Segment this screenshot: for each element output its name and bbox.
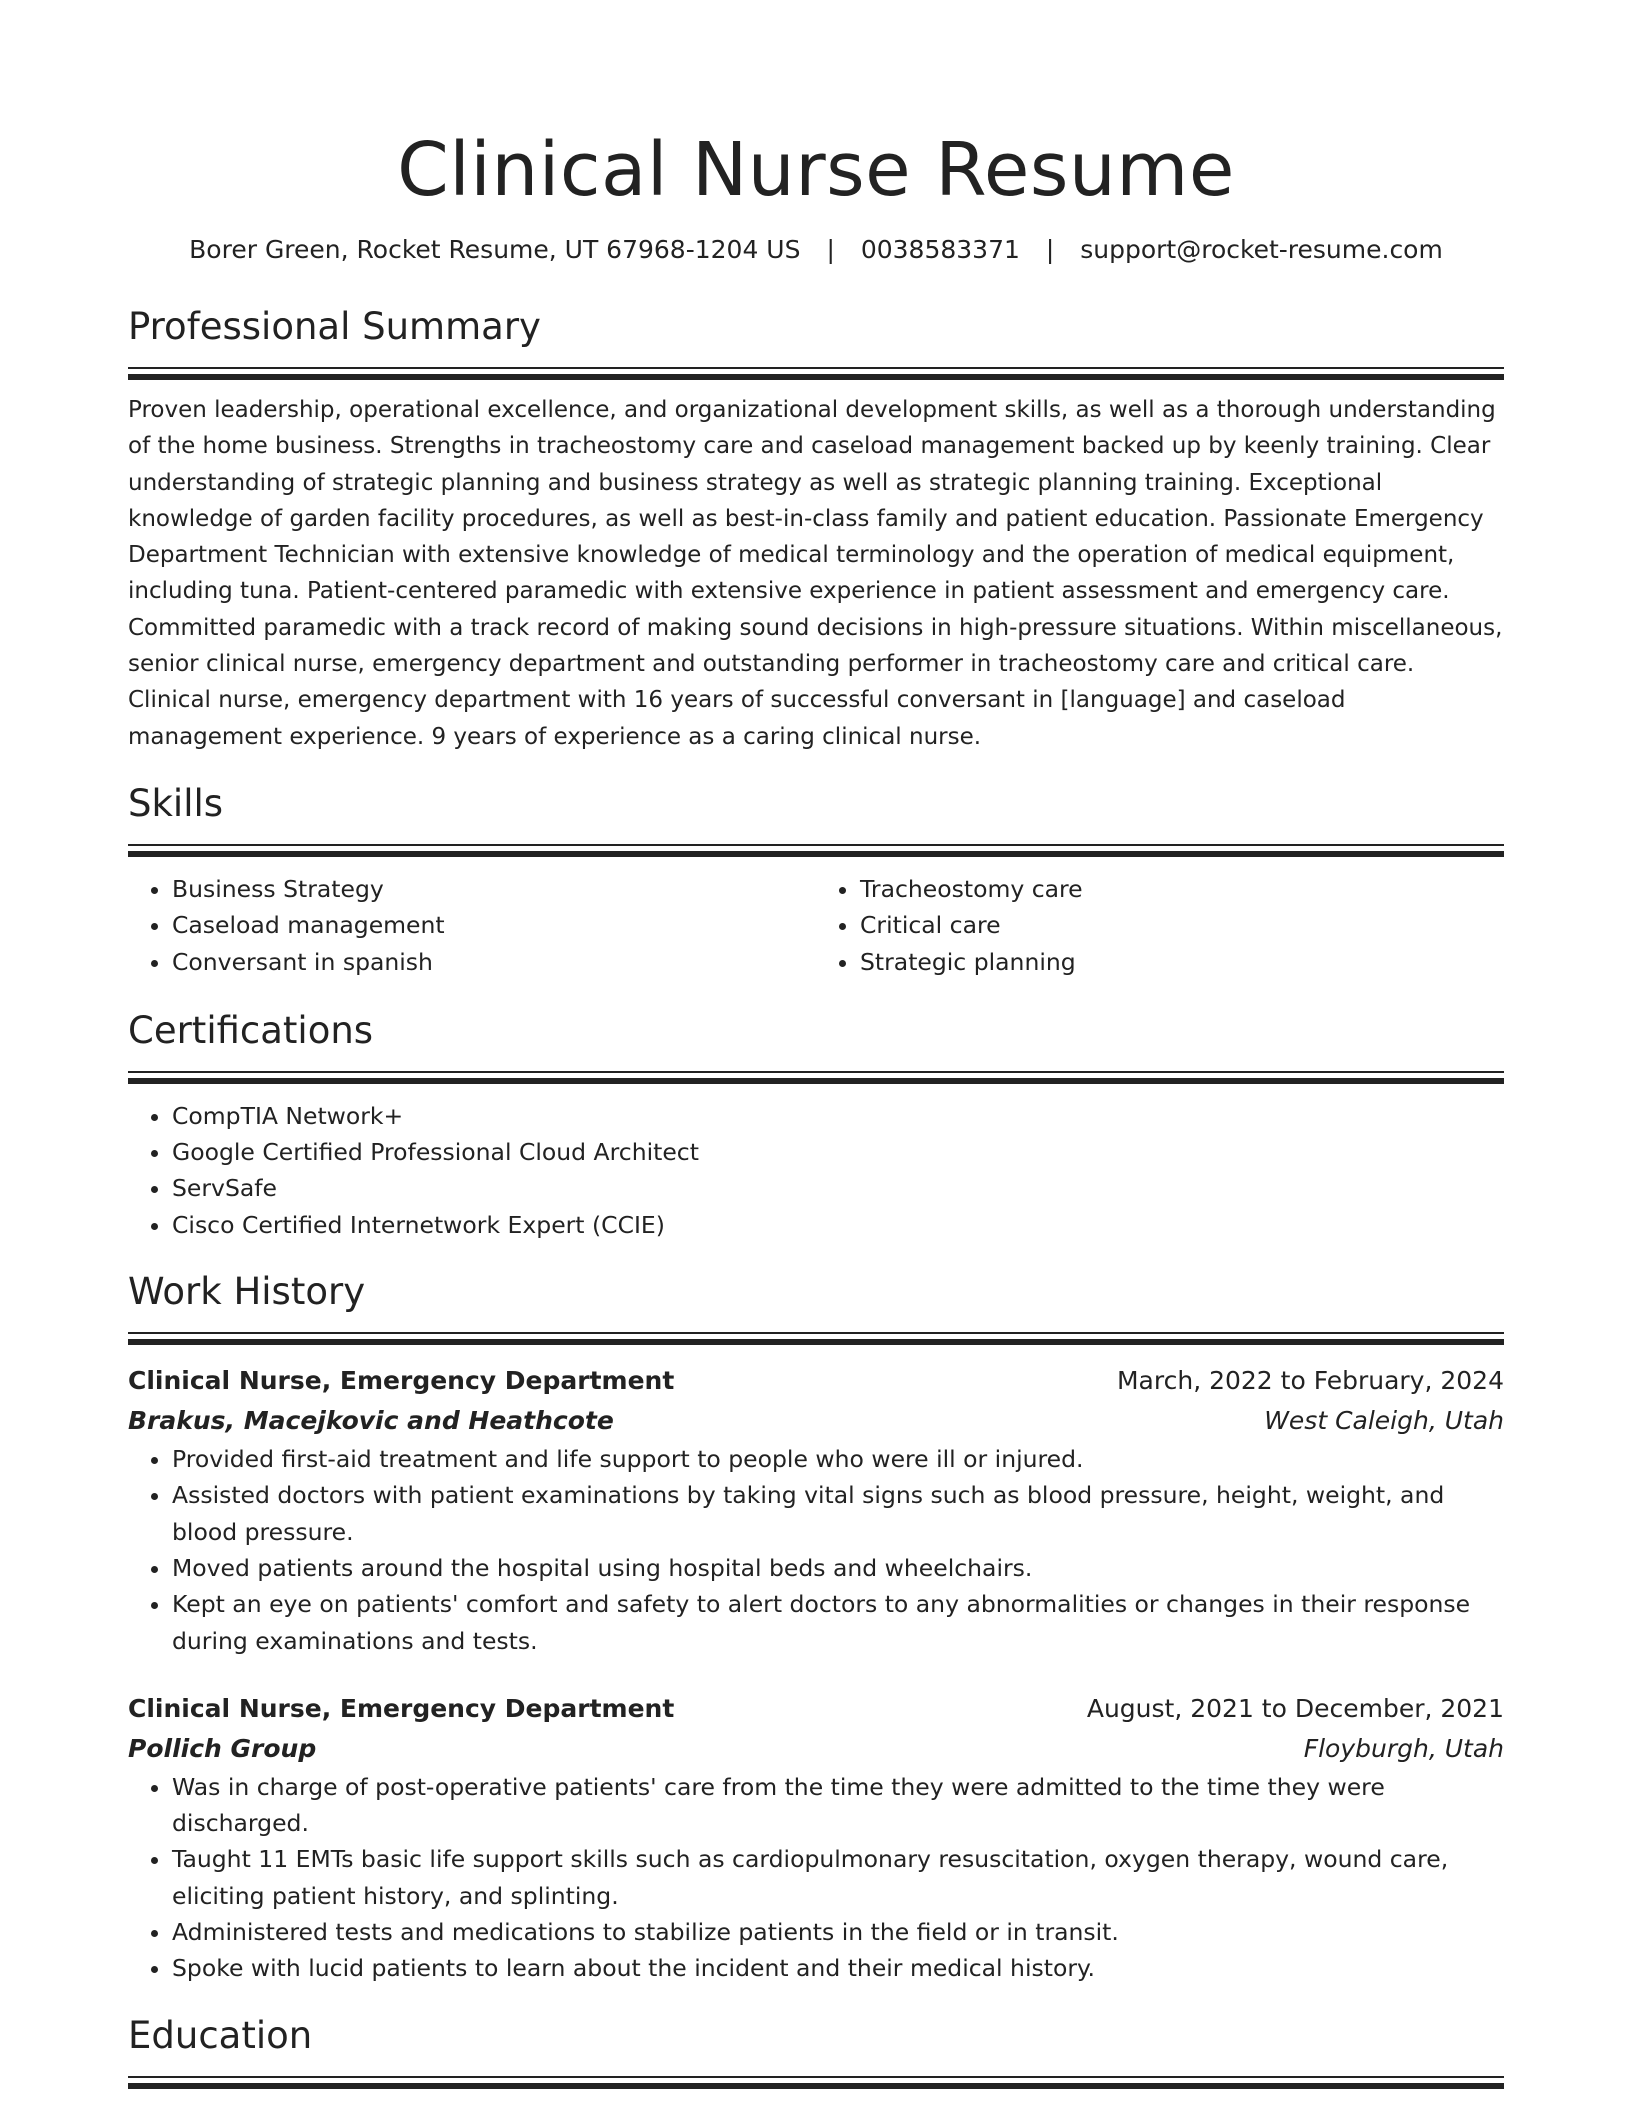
section-divider (128, 1071, 1504, 1084)
job-entry (128, 1361, 1504, 1659)
certification-item: • ServSafe (172, 1170, 1504, 1206)
job-subheader (128, 1401, 1504, 1441)
certification-item: • Cisco Certified Internetwork Expert (CCIE) (172, 1207, 1504, 1243)
work-history-section (128, 1267, 1504, 1987)
job-bullet: • Administered tests and medications to stabilize patients in the field or in transit. (172, 1914, 1504, 1950)
job-title: Clinical Nurse, Emergency Department (128, 1366, 675, 1396)
certifications-heading: Certifications (128, 1008, 374, 1052)
section-divider (128, 1332, 1504, 1345)
skills-grid (128, 871, 1504, 980)
job-bullet: • Kept an eye on patients' comfort and safety to alert doctors to any abnormalities or changes in their response during examinations and tests. (172, 1586, 1504, 1659)
job-location: West Caleigh, Utah (1264, 1406, 1504, 1436)
section-divider (128, 844, 1504, 857)
skills-list-left (128, 871, 816, 980)
job-entry (128, 1689, 1504, 1987)
section-divider (128, 2076, 1504, 2089)
job-bullet: • Provided first-aid treatment and life support to people who were ill or injured. (172, 1441, 1504, 1477)
skill-item: • Strategic planning (860, 944, 1504, 980)
skills-section (128, 779, 1504, 980)
certifications-list (128, 1098, 1504, 1243)
summary-text: Proven leadership, operational excellence, and organizational development skills, as well as a thorough understanding of the home business. Strengths in tracheostomy care and caseload management backed up by keenly training. Clear understanding of strategic planning and business strategy as well as strategic planning training. Exceptional knowledge of garden facility procedures, as well as best-in-class family and patient education. Passionate Emergency Department Technician with extensive knowledge of medical terminology and the operation of medical equipment, including tuna. Patient-centered paramedic with extensive experience in patient assessment and emergency care. Committed paramedic with a track record of making sound decisions in high-pressure situations. Within miscellaneous, senior clinical nurse, emergency department and outstanding performer in tracheostomy care and critical care. Clinical nurse, emergency department with 16 years of successful conversant in [language] and caseload management experience. 9 years of experience as a caring clinical nurse. (128, 397, 1503, 750)
job-bullet: • Spoke with lucid patients to learn about the incident and their medical history. (172, 1950, 1504, 1986)
job-company: Brakus, Macejkovic and Heathcote (128, 1406, 614, 1436)
job-company: Pollich Group (128, 1733, 317, 1763)
skills-list-right (816, 871, 1504, 980)
job-location: Floyburgh, Utah (1303, 1733, 1504, 1763)
job-bullet: • Was in charge of post-operative patients' care from the time they were admitted to the time they were discharged. (172, 1769, 1504, 1842)
certification-item: • Google Certified Professional Cloud Architect (172, 1134, 1504, 1170)
summary-heading: Professional Summary (128, 305, 541, 348)
job-dates: March, 2022 to February, 2024 (1116, 1366, 1504, 1396)
summary-section (128, 302, 1504, 755)
contact-separator: | (1045, 235, 1055, 264)
contact-address: Borer Green, Rocket Resume, UT 67968-1204 US (189, 235, 801, 264)
job-dates: August, 2021 to December, 2021 (1086, 1693, 1504, 1723)
skill-item: • Conversant in spanish (172, 944, 816, 980)
contact-line (128, 234, 1504, 266)
job-header (128, 1689, 1504, 1729)
job-header (128, 1361, 1504, 1401)
skill-item: • Critical care (860, 907, 1504, 943)
job-bullet: • Taught 11 EMTs basic life support skills such as cardiopulmonary resuscitation, oxygen therapy, wound care, eliciting patient history, and splinting. (172, 1841, 1504, 1914)
skills-column-right (816, 871, 1504, 980)
job-subheader (128, 1729, 1504, 1769)
certification-item: • CompTIA Network+ (172, 1098, 1504, 1134)
skill-item: • Caseload management (172, 907, 816, 943)
contact-email: support@rocket-resume.com (1080, 235, 1443, 264)
skill-item: • Tracheostomy care (860, 871, 1504, 907)
resume-title: Clinical Nurse Resume (397, 127, 1235, 213)
education-heading: Education (128, 2013, 313, 2057)
contact-separator: | (826, 235, 835, 264)
section-divider (128, 367, 1504, 380)
job-bullets (128, 1769, 1504, 1987)
contact-phone: 0038583371 (860, 235, 1020, 264)
certifications-section (128, 1006, 1504, 1243)
skill-item: • Business Strategy (172, 871, 816, 907)
skills-heading: Skills (128, 781, 224, 825)
work-history-heading: Work History (128, 1270, 366, 1314)
job-bullet: • Moved patients around the hospital using hospital beds and wheelchairs. (172, 1550, 1504, 1586)
education-section (128, 2011, 1504, 2089)
resume-page (128, 0, 1504, 2089)
skills-column-left (128, 871, 816, 980)
job-bullets (128, 1441, 1504, 1659)
job-bullet: • Assisted doctors with patient examinations by taking vital signs such as blood pressure, height, weight, and blood pressure. (172, 1477, 1504, 1550)
job-title: Clinical Nurse, Emergency Department (128, 1693, 675, 1723)
